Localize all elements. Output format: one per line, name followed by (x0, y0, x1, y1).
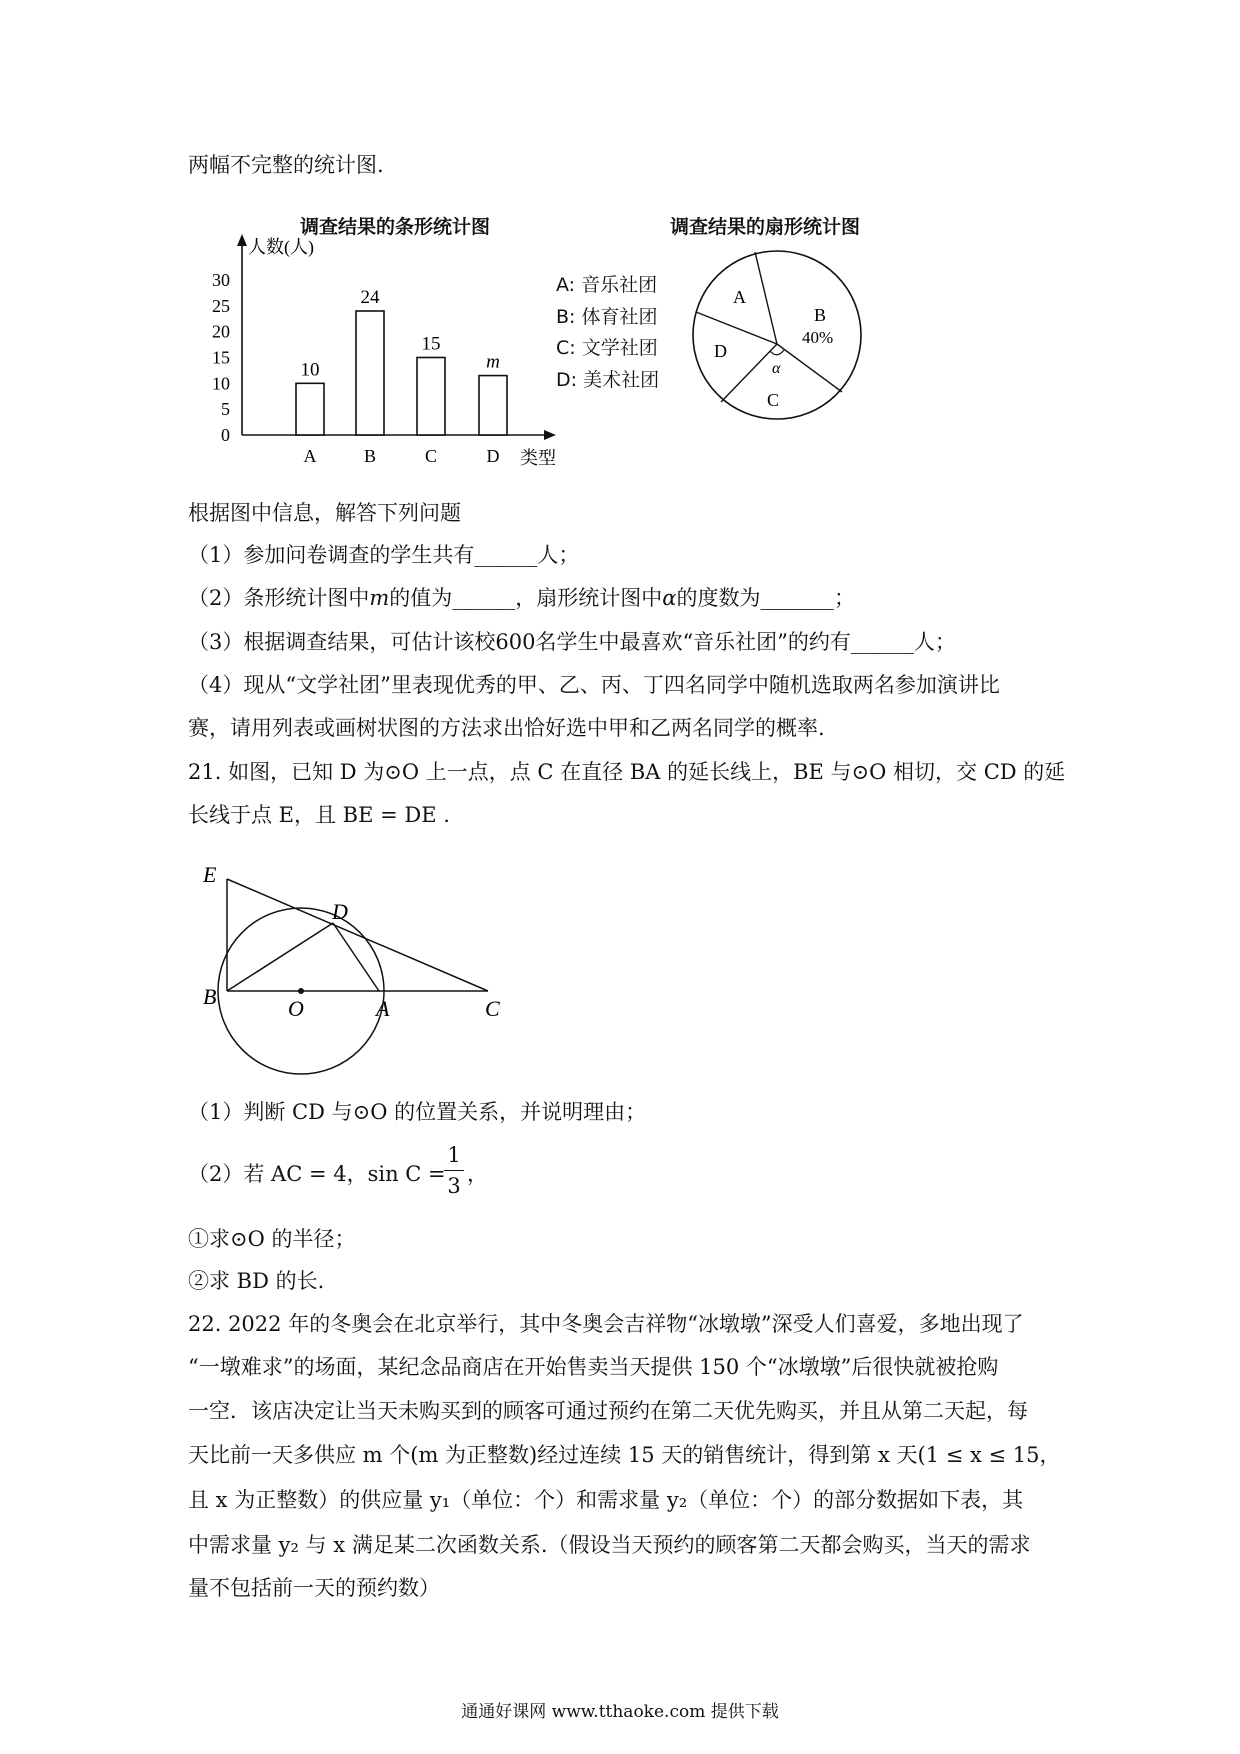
bar-category-label-b: B (363, 446, 377, 466)
pie-legend-item-b: B: 体育社团 (556, 305, 658, 328)
bar-chart-ytick-label: 20 (212, 321, 230, 342)
q22-line3: 一空．该店决定让当天未购买到的顾客可通过预约在第二天优先购买，并且从第二天起，每 (188, 1399, 1028, 1423)
bar-category-label-d: D (486, 446, 500, 466)
pie-legend-item-c: C: 文学社团 (556, 337, 658, 359)
bar-d (479, 376, 507, 435)
bar-value-label-c: 15 (421, 333, 441, 355)
bar-chart-x-arrow (544, 430, 556, 440)
q20-part1: （1）参加问卷调查的学生共有______人； (188, 543, 580, 567)
pie-label-b: B (814, 305, 827, 325)
center-point-o (298, 988, 304, 994)
q21-part2-text: （2）若 AC = 4，sin C = (188, 1162, 446, 1186)
bar-chart-xlabel: 类型 (520, 448, 556, 468)
q20-part2-a: （2）条形统计图中 (188, 586, 370, 610)
q20-part2-b: 的值为______，扇形统计图中 (389, 586, 663, 610)
fig-label-d: D (332, 899, 348, 924)
pie-label-c: C (767, 390, 780, 410)
q21-sub2: ②求 BD 的长. (188, 1269, 325, 1293)
intro-line: 两幅不完整的统计图. (188, 153, 384, 177)
q21-stem-line1: 21. 如图，已知 D 为⊙O 上一点，点 C 在直径 BA 的延长线上，BE 与⊙O 相切，交 CD 的延 (188, 760, 1066, 784)
segment-da (333, 923, 379, 991)
pie-label-b-percent: 40% (802, 328, 834, 347)
q22-line5: 且 x 为正整数）的供应量 y₁（单位：个）和需求量 y₂（单位：个）的部分数据如下表，其 (188, 1488, 1024, 1512)
bar-chart-ylabel: 人数(人) (248, 237, 314, 257)
q22-line7: 量不包括前一天的预约数） (188, 1576, 440, 1600)
geometry-figure (195, 855, 515, 1095)
pie-label-d: D (714, 341, 727, 361)
bar-value-label-d: m (486, 351, 500, 373)
fraction-bar (444, 1170, 464, 1171)
pie-chart-title: 调查结果的扇形统计图 (670, 216, 861, 238)
bar-chart-title: 调查结果的条形统计图 (300, 216, 491, 238)
segment-bd (227, 923, 333, 991)
fraction (444, 1142, 464, 1199)
page-footer: 通通好课网 www.tthaoke.com 提供下载 (461, 1702, 779, 1722)
pie-chart (691, 249, 881, 439)
bar-value-label-b: 24 (360, 287, 380, 308)
bar-chart-ytick-label: 0 (221, 425, 230, 445)
q21-sub1: ①求⊙O 的半径； (188, 1227, 356, 1251)
bar-chart-ytick-label: 30 (212, 270, 230, 290)
q20-part2 (188, 583, 855, 613)
bar-chart-y-arrow (237, 234, 247, 246)
bar-chart (190, 230, 570, 480)
pie-legend-item-a: A: 音乐社团 (556, 274, 658, 296)
q20-part2-c: 的度数为_______； (676, 586, 855, 610)
q20-lead: 根据图中信息，解答下列问题 (188, 501, 461, 525)
q22-line2: “一墩难求”的场面，某纪念品商店在开始售卖当天提供 150 个“冰墩墩”后很快就被抢购 (188, 1355, 999, 1379)
fig-label-o: O (288, 996, 304, 1021)
q22-line6: 中需求量 y₂ 与 x 满足某二次函数关系.（假设当天预约的顾客第二天都会购买，当天的需求 (188, 1533, 1031, 1557)
q22-line1: 22. 2022 年的冬奥会在北京举行，其中冬奥会吉祥物“冰墩墩”深受人们喜爱，多地出现了 (188, 1312, 1024, 1336)
pie-label-a: A (733, 287, 746, 307)
pie-divider-c-b (777, 344, 842, 392)
alpha-angle-arc (770, 350, 784, 355)
bar-value-label-a: 10 (300, 359, 320, 381)
q21-stem-line2: 长线于点 E，且 BE = DE . (188, 803, 450, 827)
q20-part3: （3）根据调查结果，可估计该校600名学生中最喜欢“音乐社团”的约有______人； (188, 630, 956, 654)
bar-category-label-a: A (303, 446, 317, 466)
pie-legend (556, 270, 659, 396)
bar-chart-ytick-label: 25 (212, 295, 230, 316)
pie-divider-a-d (696, 312, 777, 344)
var-m: m (369, 586, 390, 610)
q22-line4: 天比前一天多供应 m 个(m 为正整数)经过连续 15 天的销售统计，得到第 x 天(1 ≤ x ≤ 15， (188, 1443, 1061, 1467)
pie-legend-item-d: D: 美术社团 (556, 368, 660, 391)
fraction-numerator: 1 (447, 1143, 461, 1167)
bar-a (296, 383, 324, 435)
segment-ec (227, 879, 488, 991)
q21-part1: （1）判断 CD 与⊙O 的位置关系，并说明理由； (188, 1100, 647, 1124)
var-alpha: α (662, 586, 677, 610)
bar-chart-ytick-label: 10 (212, 373, 230, 394)
pie-label-alpha: α (772, 360, 781, 377)
q20-part4-line2: 赛，请用列表或画树状图的方法求出恰好选中甲和乙两名同学的概率. (188, 716, 825, 740)
pie-divider-a-b (755, 252, 777, 344)
fig-label-c: C (485, 996, 500, 1021)
bar-category-label-c: C (424, 446, 438, 466)
bar-chart-ytick-label: 5 (221, 399, 230, 420)
fraction-denominator: 3 (447, 1174, 461, 1198)
fig-label-e: E (203, 862, 217, 887)
bar-c (417, 358, 445, 436)
bar-b (356, 311, 384, 435)
q21-part2-end: ， (467, 1162, 488, 1186)
fig-label-b: B (203, 984, 217, 1009)
bar-chart-ytick-label: 15 (212, 347, 230, 368)
fig-label-a: A (376, 996, 390, 1021)
q20-part4-line1: （4）现从“文学社团”里表现优秀的甲、乙、丙、丁四名同学中随机选取两名参加演讲比 (188, 673, 1000, 697)
